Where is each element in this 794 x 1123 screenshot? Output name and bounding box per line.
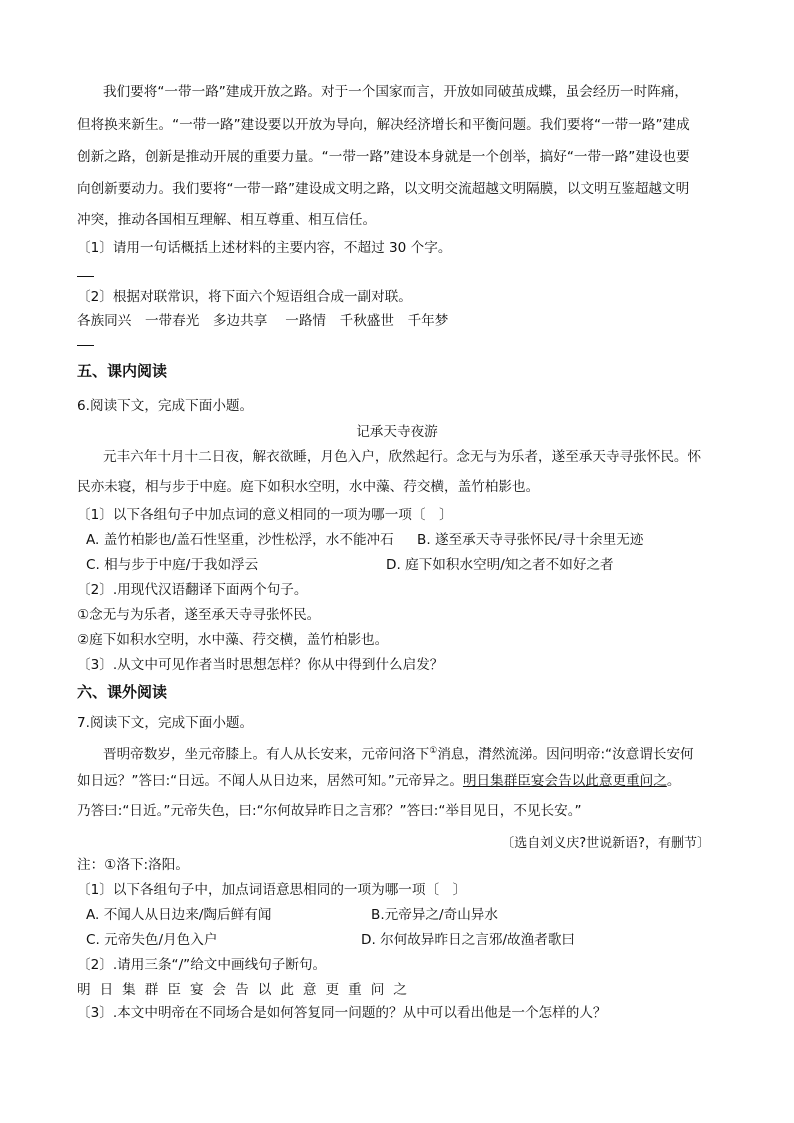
option-c: C. 元帝失色/月色入户 xyxy=(86,932,218,948)
footnote: 注：①洛下:洛阳。 xyxy=(77,857,189,873)
passage-line: 我们要将“一带一路”建成开放之路。对于一个国家而言，开放如同破茧成蝶，虽会经历一时阵痛， xyxy=(103,84,689,100)
underlined-sentence: 明日集群臣宴会告以此意更重问之 xyxy=(462,773,667,789)
footnote-marker: ① xyxy=(429,746,438,756)
subquestion: 〔2〕.请用三条“/”给文中画线句子断句。 xyxy=(77,957,327,973)
passage-line: 创新之路，创新是推动开展的重要力量。“一带一路”建设本身就是一个创举，搞好“一带一路”建设也要 xyxy=(77,149,690,165)
subquestion: 〔1〕以下各组句子中加点词的意义相同的一项为哪一项〔 〕 xyxy=(77,507,453,523)
option-c: C. 相与步于中庭/于我如浮云 xyxy=(86,557,259,573)
subquestion: 〔2〕.用现代汉语翻译下面两个句子。 xyxy=(77,582,308,598)
answer-blank xyxy=(77,345,94,346)
text-segment: 晋明帝数岁，坐元帝膝上。有人从长安来，元帝问洛下 xyxy=(103,746,430,763)
text-line xyxy=(103,742,694,764)
question-intro: 6.阅读下文，完成下面小题。 xyxy=(77,398,254,414)
subquestion: 〔1〕以下各组句子中，加点词语意思相同的一项为哪一项〔 〕 xyxy=(77,882,467,898)
question-intro: 7.阅读下文，完成下面小题。 xyxy=(77,715,254,731)
option-a: A. 不闻人从日边来/陶后鲜有闻 xyxy=(86,907,272,923)
option-b: B.元帝异之/奇山异水 xyxy=(371,907,498,923)
section-heading-5: 五、课内阅读 xyxy=(77,362,168,380)
sentence-2: ②庭下如积水空明，水中藻、荇交横，盖竹柏影也。 xyxy=(77,632,389,648)
section-heading-6: 六、课外阅读 xyxy=(77,683,168,701)
text-line xyxy=(77,772,680,790)
sentence-characters: 明日集群臣宴会告以此意更重问之 xyxy=(77,982,416,998)
option-d: D. 尔何故异昨日之言邪/故渔者歌曰 xyxy=(361,932,576,948)
question-2: 〔2〕根据对联常识，将下面六个短语组合成一副对联。 xyxy=(77,289,412,305)
text-segment: 如日远？”答曰:“日远。不闻人从日边来，居然可知。”元帝异之。 xyxy=(77,773,463,789)
subquestion: 〔3〕.本文中明帝在不同场合是如何答复同一问题的？从中可以看出他是一个怎样的人？ xyxy=(77,1005,607,1021)
couplet-phrases: 各族同兴 一带春光 多边共享 一路情 千秋盛世 千年梦 xyxy=(77,313,449,329)
text-line: 元丰六年十月十二日夜，解衣欲睡，月色入户，欣然起行。念无与为乐者，遂至承天寺寻张怀民。怀 xyxy=(103,449,702,465)
answer-blank xyxy=(77,276,94,277)
text-title: 记承天寺夜游 xyxy=(356,424,438,440)
passage-line: 但将换来新生。“一带一路”建设要以开放为导向，解决经济增长和平衡问题。我们要将“一带一路”建成 xyxy=(77,117,690,133)
option-d: D. 庭下如积水空明/知之者不如好之者 xyxy=(386,557,614,573)
subquestion: 〔3〕.从文中可见作者当时思想怎样？你从中得到什么启发？ xyxy=(77,657,444,673)
passage-line: 冲突，推动各国相互理解、相互尊重、相互信任。 xyxy=(77,212,377,228)
option-a: A. 盖竹柏影也/盖石性坚重，沙性松浮，水不能冲石 xyxy=(86,532,394,548)
sentence-1: ①念无与为乐者，遂至承天寺寻张怀民。 xyxy=(77,607,321,623)
text-line: 民亦未寝，相与步于中庭。庭下如积水空明，水中藻、荇交横，盖竹柏影也。 xyxy=(77,479,540,495)
text-segment: 消息，潸然流涕。因问明帝:“汝意谓长安何 xyxy=(437,746,694,763)
text-segment: 。 xyxy=(666,773,681,789)
option-b: B. 遂至承天寺寻张怀民/寻十余里无迹 xyxy=(417,532,644,548)
question-1: 〔1〕请用一句话概括上述材料的主要内容，不超过 30 个字。 xyxy=(77,240,452,256)
text-line: 乃答曰:“日近。”元帝失色，曰:“尔何故异昨日之言邪？”答曰:“举目见日，不见长安。” xyxy=(77,803,582,819)
source-citation: 〔选自刘义庆?世说新语?，有删节〕 xyxy=(501,836,710,851)
passage-line: 向创新要动力。我们要将“一带一路”建设成文明之路，以文明交流超越文明隔膜，以文明互鉴超越文明 xyxy=(77,181,690,197)
